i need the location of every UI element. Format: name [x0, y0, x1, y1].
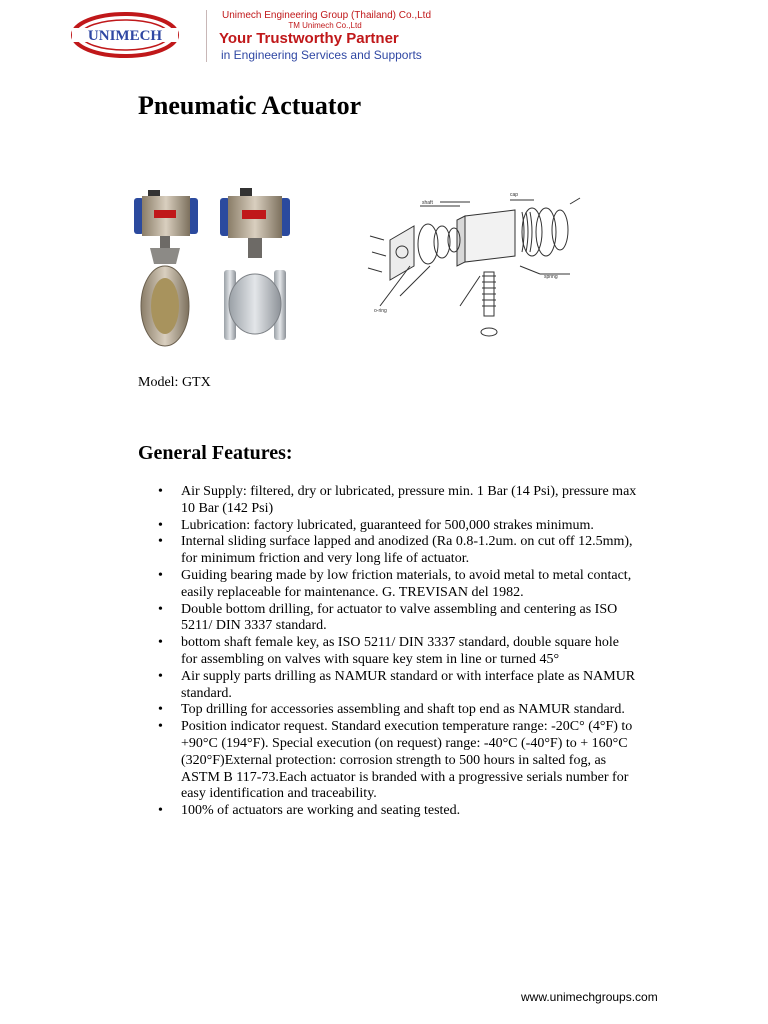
- unimech-logo: [70, 10, 180, 60]
- feature-item: • Air Supply: filtered, dry or lubricated, pressure min. 1 Bar (14 Psi), pressure max 10 Bar (142 Psi): [138, 484, 638, 518]
- exploded-view-drawing: [360, 186, 584, 344]
- svg-text:o-ring: o-ring: [374, 308, 387, 314]
- svg-text:spring: spring: [544, 274, 558, 280]
- feature-item: • Position indicator request. Standard execution temperature range: -20C° (4°F) to +90°C (194°F). Special execution (on request) range: -40°C (-40°F) to + 160°C (320°F)External protection: corrosion strength to 500 hours in salted fog, as ASTM B 117-73.Each actuator is branded with a progressive serials number for easy identification and traceability.: [138, 719, 638, 803]
- company-subsidiary: TM Unimech Co.,Ltd: [288, 21, 362, 30]
- valve-actuator-photo: [128, 186, 300, 350]
- feature-item: • bottom shaft female key, as ISO 5211/ DIN 3337 standard, double square hole for assembling on valves with square key stem in line or turned 45°: [138, 635, 638, 669]
- features-heading: General Features:: [138, 442, 293, 464]
- model-label: Model: GTX: [138, 375, 211, 390]
- tagline-subtitle: in Engineering Services and Supports: [221, 48, 422, 62]
- header-divider: [206, 10, 207, 62]
- feature-item: • 100% of actuators are working and seating tested.: [138, 803, 638, 820]
- feature-item: • Internal sliding surface lapped and anodized (Ra 0.8-1.2um. on cut off 12.5mm), for minimum friction and very long life of actuator.: [138, 534, 638, 568]
- svg-text:UNIMECH: UNIMECH: [87, 28, 163, 44]
- tagline: Your Trustworthy Partner: [219, 30, 399, 47]
- svg-text:shaft: shaft: [422, 200, 433, 206]
- features-list: [138, 484, 638, 820]
- svg-text:cap: cap: [510, 192, 519, 198]
- page-title: Pneumatic Actuator: [138, 91, 362, 120]
- company-name: Unimech Engineering Group (Thailand) Co.,Ltd: [222, 10, 431, 21]
- feature-item: • Lubrication: factory lubricated, guaranteed for 500,000 strakes minimum.: [138, 518, 638, 535]
- website-url: www.unimechgroups.com: [521, 990, 658, 1004]
- feature-item: • Guiding bearing made by low friction materials, to avoid metal to metal contact, easily replaceable for maintenance. G. TREVISAN del 1982.: [138, 568, 638, 602]
- feature-item: • Air supply parts drilling as NAMUR standard or with interface plate as NAMUR standard.: [138, 669, 638, 703]
- feature-item: • Double bottom drilling, for actuator to valve assembling and centering as ISO 5211/ DIN 3337 standard.: [138, 602, 638, 636]
- feature-item: • Top drilling for accessories assembling and shaft top end as NAMUR standard.: [138, 702, 638, 719]
